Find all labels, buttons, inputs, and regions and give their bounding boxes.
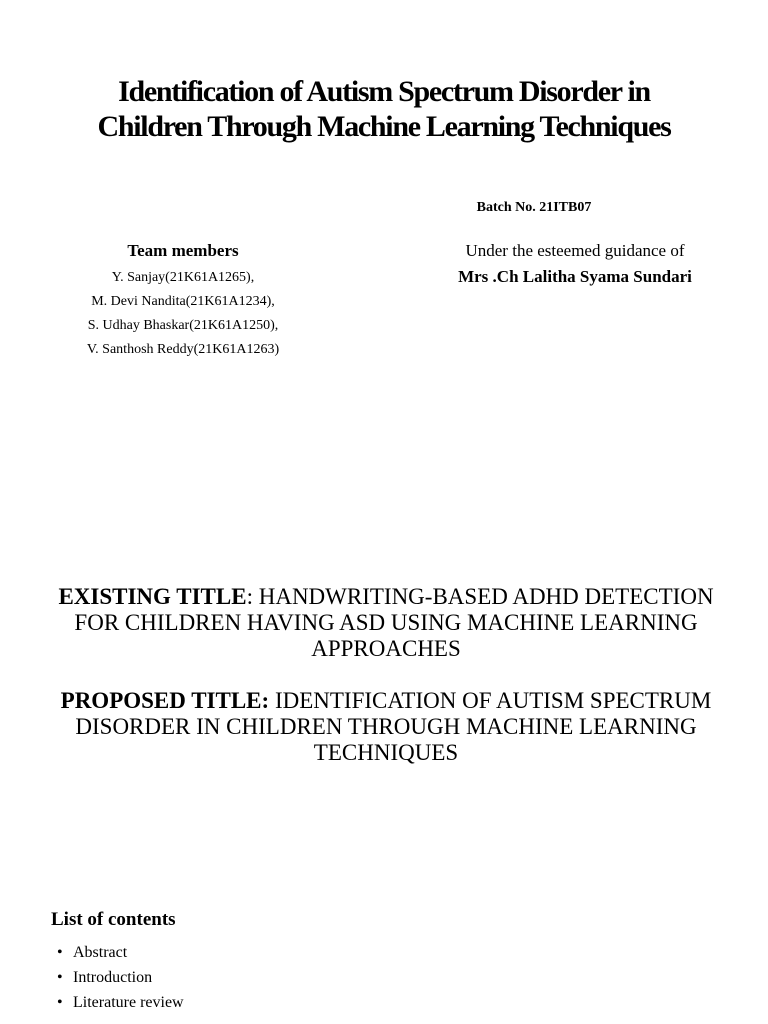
team-member: S. Udhay Bhaskar(21K61A1250), (87, 318, 279, 333)
existing-title-text: HANDWRITING-BASED ADHD DETECTION FOR CHILDREN HAVING ASD USING MACHINE LEARNING APPROACHES (74, 584, 714, 661)
proposed-title-text: IDENTIFICATION OF AUTISM SPECTRUM DISORDER IN CHILDREN THROUGH MACHINE LEARNING TECHNIQUES (75, 688, 712, 765)
bullet-icon: • (57, 944, 63, 961)
contents-list (51, 940, 451, 1015)
existing-title-block (40, 584, 732, 662)
guide-name: Mrs .Ch Lalitha Syama Sundari (458, 267, 692, 286)
proposed-title-block (40, 688, 732, 766)
contents-item-label: Abstract (73, 944, 128, 961)
guidance-section (430, 240, 720, 288)
guidance-intro: Under the esteemed guidance of (465, 241, 685, 260)
proposed-title-label: PROPOSED TITLE: (60, 688, 270, 713)
contents-item (51, 965, 451, 990)
contents-item (51, 990, 451, 1015)
team-member: Y. Sanjay(21K61A1265), (111, 270, 255, 285)
batch-number: Batch No. 21ITB07 (476, 200, 592, 215)
team-members-section (60, 240, 306, 362)
bullet-icon: • (57, 969, 63, 986)
contents-item-label: Literature review (73, 994, 184, 1011)
bullet-icon: • (57, 994, 63, 1011)
contents-item (51, 940, 451, 965)
contents-item-label: Introduction (73, 969, 153, 986)
existing-title-separator: : (246, 584, 259, 609)
contents-heading: List of contents (51, 909, 176, 930)
team-members-list (60, 266, 306, 362)
team-member: V. Santhosh Reddy(21K61A1263) (86, 342, 280, 357)
existing-title-label: EXISTING TITLE (58, 584, 247, 609)
team-member: M. Devi Nandita(21K61A1234), (91, 294, 275, 309)
contents-section (51, 908, 451, 1015)
document-title: Identification of Autism Spectrum Disorder in Children Through Machine Learning Techniques (97, 75, 671, 143)
team-members-heading: Team members (127, 241, 239, 260)
